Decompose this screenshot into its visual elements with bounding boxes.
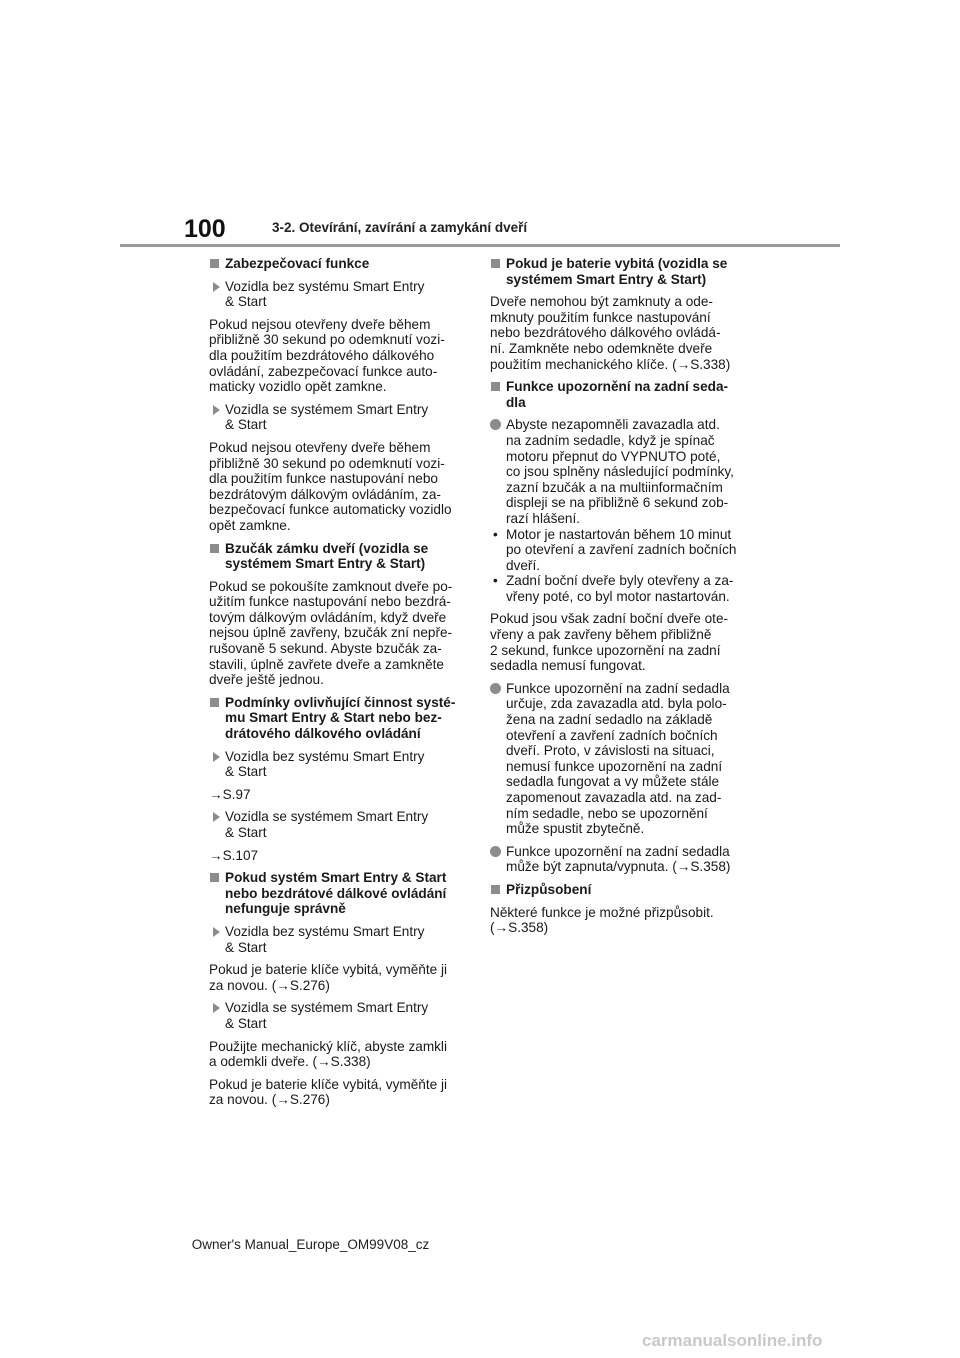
heading-dead-battery: Pokud je baterie vybitá (vozidla se systémem Smart Entry & Start) — [490, 256, 748, 287]
paragraph: Pokud je baterie klíče vybitá, vyměňte ji za novou. (→S.276) — [209, 962, 448, 993]
page-number: 100 — [184, 215, 226, 243]
triangle-bullet-icon — [213, 927, 220, 937]
left-column — [209, 256, 467, 1115]
heading-malfunction: Pokud systém Smart Entry & Start nebo bezdrátové dálkové ovládání nefunguje správně — [209, 870, 467, 917]
circle-bullet-icon — [490, 846, 501, 857]
square-bullet-icon — [210, 259, 219, 268]
watermark: carmanualsonline.info — [642, 1331, 823, 1350]
section-title: 3-2. Otevírání, zavírání a zamykání dveří — [272, 220, 528, 235]
heading-rear-seat-reminder: Funkce upozornění na zadní seda- dla — [490, 379, 748, 410]
dash-bullet-icon: • — [493, 526, 498, 542]
subheading-with-smart-entry: Vozidla se systémem Smart Entry & Start — [209, 402, 467, 433]
triangle-bullet-icon — [213, 812, 220, 822]
square-bullet-icon — [491, 382, 500, 391]
dash-item: • Zadní boční dveře byly otevřeny a za- vřeny poté, co byl motor nastartován. — [493, 573, 734, 604]
bullet-item: Funkce upozornění na zadní sedadla může být zapnuta/vypnuta. (→S.358) — [490, 844, 748, 875]
triangle-bullet-icon — [213, 752, 220, 762]
square-bullet-icon — [210, 544, 219, 553]
subheading-without-smart-entry: Vozidla bez systému Smart Entry & Start — [209, 924, 467, 955]
paragraph: Pokud se pokoušíte zamknout dveře po- užitím funkce nastupování nebo bezdrá- tovým dálkovým ovládáním, když dveře nejsou úplně zavřeny, bzučák zní nepře- rušovaně 5 sekund. Abyste bzučák za- stavili, úplně zavřete dveře a zamkněte dveře ještě jednou. — [209, 578, 453, 688]
triangle-bullet-icon — [213, 282, 220, 292]
subheading-without-smart-entry: Vozidla bez systému Smart Entry & Start — [209, 749, 467, 780]
dash-list — [490, 527, 748, 605]
heading-lock-buzzer: Bzučák zámku dveří (vozidla se systémem Smart Entry & Start) — [209, 541, 467, 572]
subheading-with-smart-entry: Vozidla se systémem Smart Entry & Start — [209, 1000, 467, 1031]
square-bullet-icon — [491, 259, 500, 268]
page-reference-link[interactable]: →S.107 — [209, 847, 259, 863]
paragraph: Použijte mechanický klíč, abyste zamkli a odemkli dveře. (→S.338) — [209, 1038, 447, 1070]
paragraph: Pokud je baterie klíče vybitá, vyměňte ji za novou. (→S.276) — [209, 1076, 448, 1108]
paragraph: Pokud jsou však zadní boční dveře ote- vřeny a pak zavřeny během přibližně 2 sekund, funkce upozornění na zadní sedadla nemusí fungovat. — [490, 611, 729, 674]
triangle-bullet-icon — [213, 405, 220, 415]
paragraph: Pokud nejsou otevřeny dveře během přibližně 30 sekund po odemknutí vozi- dla použitím bezdrátového dálkového ovládání, zabezpečovací funkce auto- maticky vozidlo opět zamkne. — [209, 316, 445, 395]
dash-bullet-icon: • — [493, 573, 498, 589]
bullet-item: Abyste nezapomněli zavazadla atd. na zadním sedadle, když je spínač motoru přepnut do VYPNUTO poté, co jsou splněny následující podmínky, zazní bzučák a na multiinformačním displeji se na přibližně 6 sekund zob- razí hlášení. — [490, 417, 748, 526]
square-bullet-icon — [491, 885, 500, 894]
square-bullet-icon — [210, 873, 219, 882]
subheading-with-smart-entry: Vozidla se systémem Smart Entry & Start — [209, 809, 467, 840]
bullet-item: Funkce upozornění na zadní sedadla určuje, zda zavazadla atd. byla polo- žena na zadní sedadlo na základě otevření a zavření zadních bočních dveří. Proto, v závislosti na situaci, nemusí funkce upozornění na zadní sedadla fungovat a vy můžete stále zapomenout zavazadla atd. na zad- ním sedadle, nebo se upozornění může spustit zbytečně. — [490, 681, 748, 837]
page-reference-link[interactable]: →S.97 — [209, 786, 251, 802]
circle-bullet-icon — [490, 419, 501, 430]
footer-manual-id: Owner's Manual_Europe_OM99V08_cz — [191, 1237, 430, 1252]
heading-customization: Přizpůsobení — [490, 882, 748, 898]
dash-item: • Motor je nastartován během 10 minut po otevření a zavření zadních bočních dveří. — [493, 526, 737, 573]
triangle-bullet-icon — [213, 1003, 220, 1013]
circle-bullet-icon — [490, 683, 501, 694]
right-column — [490, 256, 748, 943]
header-rule — [120, 244, 840, 247]
paragraph: Pokud nejsou otevřeny dveře během přibližně 30 sekund po odemknutí vozi- dla použitím funkce nastupování nebo bezdrátovým dálkovým ovládáním, za- bezpečovací funkce automaticky vozidlo opět zamkne. — [209, 439, 452, 533]
paragraph: Dveře nemohou být zamknuty a ode- mknuty použitím funkce nastupování nebo bezdrátového dálkového ovládá- ní. Zamkněte nebo odemkněte dveře použitím mechanického klíče. (→S.338) — [490, 294, 731, 372]
subheading-without-smart-entry: Vozidla bez systému Smart Entry & Start — [209, 279, 467, 310]
paragraph: Některé funkce je možné přizpůsobit. (→S.358) — [490, 904, 714, 936]
square-bullet-icon — [210, 698, 219, 707]
heading-conditions: Podmínky ovlivňující činnost systé- mu Smart Entry & Start nebo bez- drátového dálkového ovládání — [209, 695, 467, 742]
heading-security-function: Zabezpečovací funkce — [209, 256, 467, 272]
